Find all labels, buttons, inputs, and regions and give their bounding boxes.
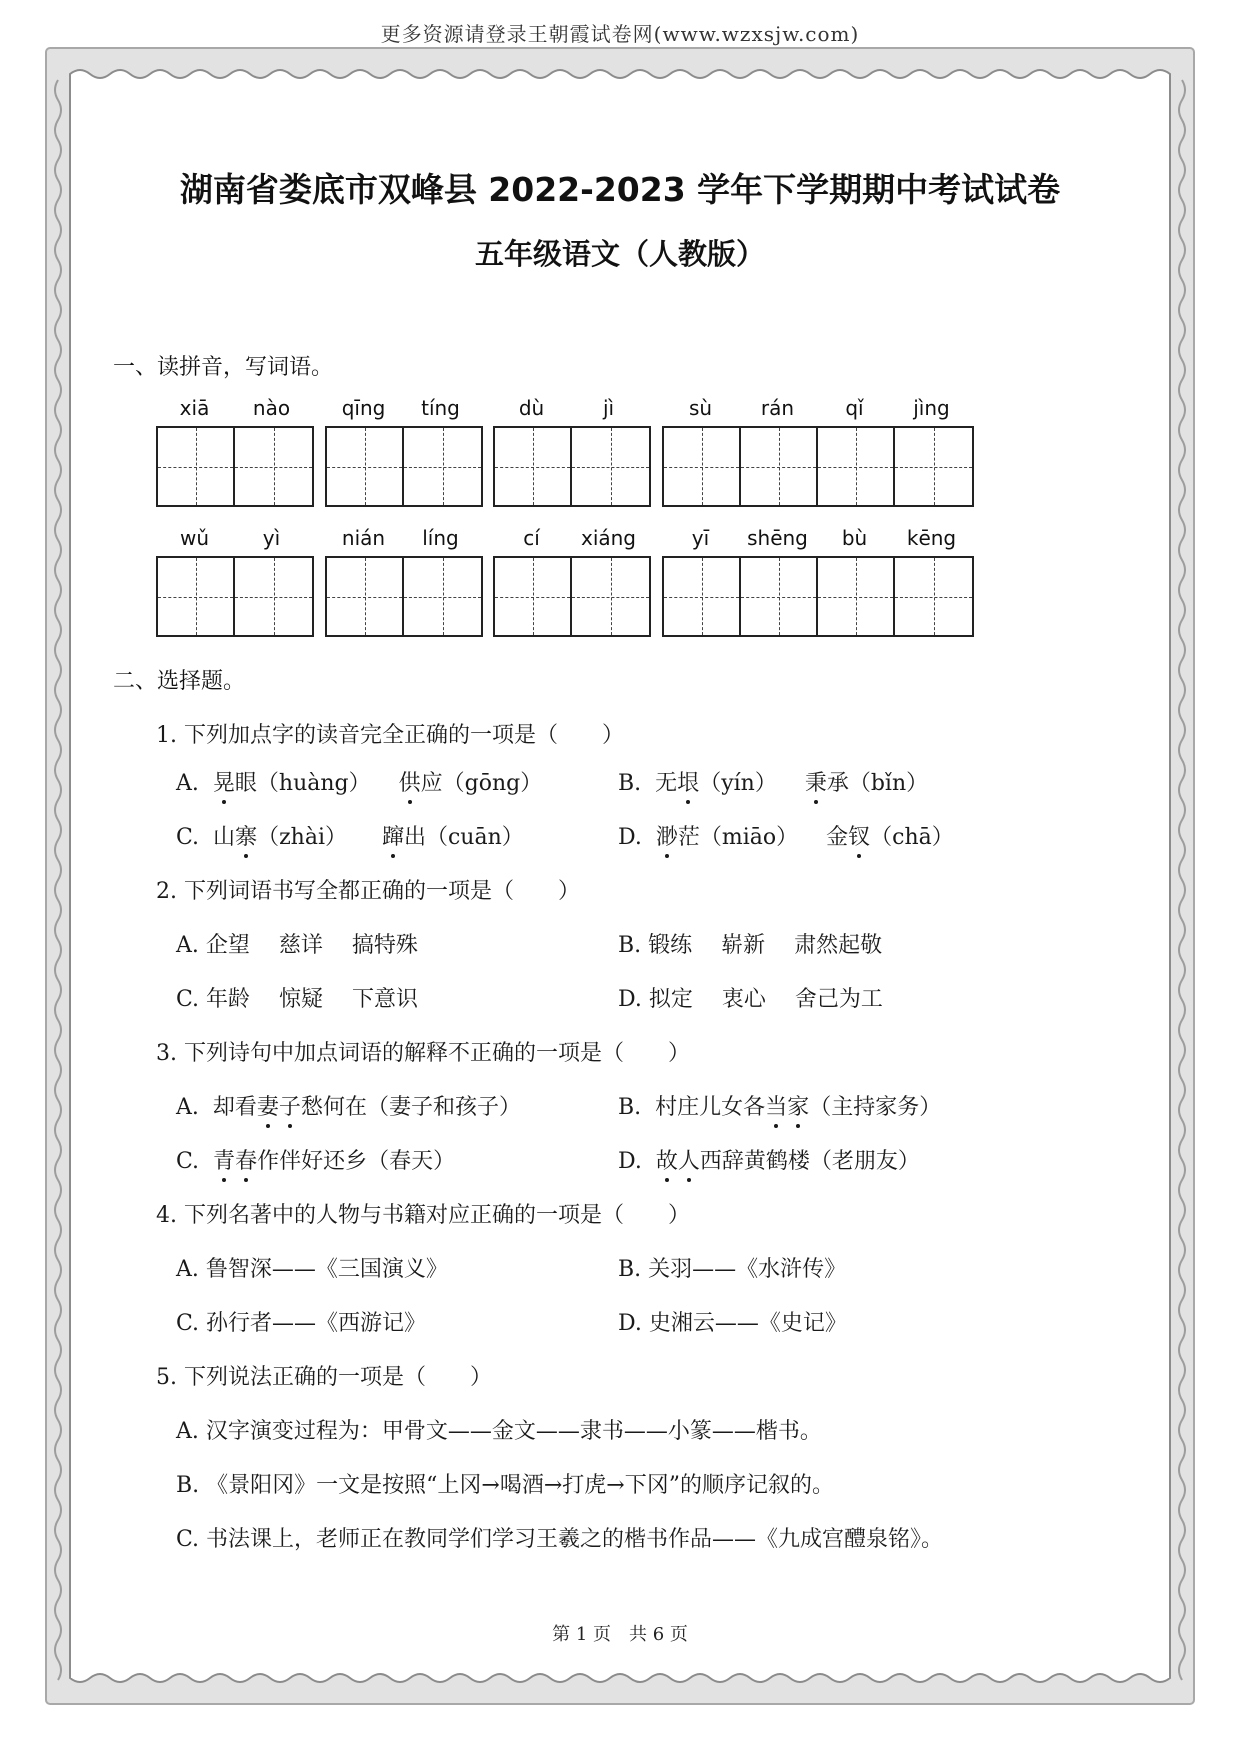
q3-stem: 3. 下列诗句中加点词语的解释不正确的一项是（ ） [156, 1041, 690, 1066]
dotted-word [213, 1149, 257, 1174]
pinyin-syllable: tíng [421, 396, 460, 420]
q1-option-b[interactable] [618, 766, 928, 797]
pinyin-labels [156, 396, 314, 426]
writing-grid [156, 556, 314, 637]
option-text: （主持家务） [809, 1095, 942, 1120]
character-box[interactable] [158, 428, 235, 505]
pinyin-labels [325, 396, 483, 426]
pinyin-syllable: qīng [341, 396, 386, 420]
option-text: 作伴好还乡（春天） [257, 1149, 456, 1174]
q3-option-d[interactable] [618, 1144, 920, 1175]
writing-grid [156, 426, 314, 507]
pinyin-syllable: xiáng [580, 526, 637, 550]
q1-option-d[interactable] [618, 820, 954, 851]
option-text: 无 [655, 771, 678, 796]
q2-option-b[interactable]: B. 锻练 崭新 肃然起敬 [618, 933, 883, 958]
character-box[interactable] [235, 428, 312, 505]
pinyin-syllable: jì [602, 396, 615, 420]
q2-option-d[interactable]: D. 拟定 衷心 舍己为工 [618, 987, 883, 1012]
q5-option-b[interactable]: B. 《景阳冈》一文是按照“上冈→喝酒→打虎→下冈”的顺序记叙的。 [176, 1473, 834, 1498]
option-label: C. [176, 825, 200, 850]
q4-option-b[interactable]: B. 关羽——《水浒传》 [618, 1257, 847, 1282]
character-box[interactable] [572, 558, 649, 635]
character-box[interactable] [495, 428, 572, 505]
option-text: 西辞黄鹤楼（老朋友） [699, 1149, 920, 1174]
character-box[interactable] [158, 558, 235, 635]
dotted-char: 供 [399, 766, 421, 797]
q4-stem: 4. 下列名著中的人物与书籍对应正确的一项是（ ） [156, 1203, 690, 1228]
pinyin-syllable: kēng [906, 526, 957, 550]
q4-option-a[interactable]: A. 鲁智深——《三国演义》 [176, 1257, 448, 1282]
dotted-char: 人 [678, 1144, 700, 1175]
character-box[interactable] [818, 428, 895, 505]
q3-option-c[interactable] [176, 1144, 455, 1175]
pinyin-syllable: sù [688, 396, 713, 420]
dotted-char: 当 [765, 1090, 787, 1121]
character-box[interactable] [235, 558, 312, 635]
pinyin-syllable: yī [691, 526, 710, 550]
dotted-char: 垠 [677, 766, 699, 797]
word-group [493, 396, 651, 507]
section1-heading: 一、读拼音，写词语。 [113, 355, 334, 380]
dotted-char: 渺 [656, 820, 678, 851]
character-box[interactable] [572, 428, 649, 505]
q5-stem: 5. 下列说法正确的一项是（ ） [156, 1365, 492, 1390]
character-box[interactable] [404, 428, 481, 505]
pinyin-syllable: shēng [747, 526, 808, 550]
pinyin-syllable: xiā [179, 396, 210, 420]
dotted-char: 子 [279, 1090, 301, 1121]
dotted-char: 寨 [235, 820, 257, 851]
q3-option-a[interactable] [176, 1090, 521, 1121]
writing-grid [325, 556, 483, 637]
option-label: A. [176, 771, 199, 796]
pinyin-syllable: wǔ [179, 526, 210, 550]
character-box[interactable] [404, 558, 481, 635]
pinyin-labels [493, 396, 651, 426]
pinyin-syllable: jìng [913, 396, 950, 420]
option-text: 山 [213, 825, 236, 850]
option-label: B. [618, 771, 642, 796]
writing-grid [325, 426, 483, 507]
q5-option-c[interactable]: C. 书法课上，老师正在教同学们学习王羲之的楷书作品——《九成宫醴泉铭》。 [176, 1527, 944, 1552]
word-group [493, 526, 651, 637]
writing-grid [662, 426, 974, 507]
pinyin-labels [662, 526, 974, 556]
q2-stem: 2. 下列词语书写全都正确的一项是（ ） [156, 879, 580, 904]
option-label: B. [618, 1095, 642, 1120]
character-box[interactable] [895, 428, 972, 505]
pinyin-labels [662, 396, 974, 426]
dotted-char: 家 [787, 1090, 809, 1121]
pinyin-syllable: bù [841, 526, 868, 550]
dotted-word [765, 1095, 809, 1120]
dotted-char: 妻 [257, 1090, 279, 1121]
pinyin-syllable: rán [760, 396, 795, 420]
pinyin-syllable: dù [518, 396, 545, 420]
character-box[interactable] [664, 428, 741, 505]
pinyin-syllable: cí [523, 526, 540, 550]
character-box[interactable] [818, 558, 895, 635]
word-group [156, 526, 314, 637]
q4-option-c[interactable]: C. 孙行者——《西游记》 [176, 1311, 427, 1336]
option-text: 出（cuān） [403, 825, 524, 850]
writing-grid [493, 426, 651, 507]
option-text: 茫（miāo） [677, 825, 799, 850]
q4-option-d[interactable]: D. 史湘云——《史记》 [618, 1311, 847, 1336]
option-text: （yín） [699, 771, 777, 796]
dotted-word [257, 1095, 301, 1120]
q2-option-c[interactable]: C. 年龄 惊疑 下意识 [176, 987, 419, 1012]
pinyin-syllable: nào [252, 396, 291, 420]
pinyin-syllable: qǐ [845, 396, 864, 420]
word-group [662, 396, 974, 507]
character-box[interactable] [327, 558, 404, 635]
option-text: 却看 [212, 1095, 257, 1120]
pinyin-syllable: líng [422, 526, 459, 550]
dotted-char: 钗 [848, 820, 870, 851]
option-label: A. [176, 1095, 199, 1120]
dotted-char: 故 [656, 1144, 678, 1175]
option-label: D. [618, 1149, 642, 1174]
writing-grid [662, 556, 974, 637]
option-text: 应（gōng） [420, 771, 543, 796]
section2-heading: 二、选择题。 [113, 669, 246, 694]
q5-option-a[interactable]: A. 汉字演变过程为：甲骨文——金文——隶书——小篆——楷书。 [176, 1419, 822, 1444]
character-box[interactable] [895, 558, 972, 635]
character-box[interactable] [327, 428, 404, 505]
word-group [325, 526, 483, 637]
pinyin-labels [493, 526, 651, 556]
page-title: 湖南省娄底市双峰县 2022-2023 学年下学期期中考试试卷 [179, 170, 1061, 209]
option-text: （chā） [870, 825, 954, 850]
option-label: D. [618, 825, 642, 850]
page-footer: 第 1 页 共 6 页 [552, 1624, 688, 1645]
character-box[interactable] [741, 558, 818, 635]
writing-grid [493, 556, 651, 637]
dotted-char: 秉 [805, 766, 827, 797]
q3-option-b[interactable] [618, 1090, 941, 1121]
q1-stem: 1. 下列加点字的读音完全正确的一项是（ ） [156, 723, 624, 748]
q1-option-a[interactable] [176, 766, 542, 797]
word-group [156, 396, 314, 507]
option-text: 金 [826, 825, 849, 850]
pinyin-labels [156, 526, 314, 556]
pinyin-syllable: yì [262, 526, 281, 550]
dotted-char: 晃 [213, 766, 235, 797]
option-text: （zhài） [257, 825, 347, 850]
option-label: C. [176, 1149, 200, 1174]
option-text: 愁何在（妻子和孩子） [300, 1095, 521, 1120]
dotted-char: 蹿 [382, 820, 404, 851]
word-group [325, 396, 483, 507]
word-group [662, 526, 974, 637]
option-text: 承（bǐn） [826, 771, 929, 796]
character-box[interactable] [495, 558, 572, 635]
site-header: 更多资源请登录王朝霞试卷网(www.wzxsjw.com) [380, 22, 860, 46]
dotted-word [656, 1149, 700, 1174]
pinyin-labels [325, 526, 483, 556]
page-subtitle: 五年级语文（人教版） [474, 237, 765, 271]
dotted-char: 春 [235, 1144, 257, 1175]
q1-option-c[interactable] [176, 820, 524, 851]
character-box[interactable] [664, 558, 741, 635]
character-box[interactable] [741, 428, 818, 505]
pinyin-syllable: nián [341, 526, 386, 550]
option-text: 眼（huàng） [234, 771, 371, 796]
option-text: 村庄儿女各 [655, 1095, 766, 1120]
dotted-char: 青 [213, 1144, 235, 1175]
q2-option-a[interactable]: A. 企望 慈详 搞特殊 [176, 933, 418, 958]
